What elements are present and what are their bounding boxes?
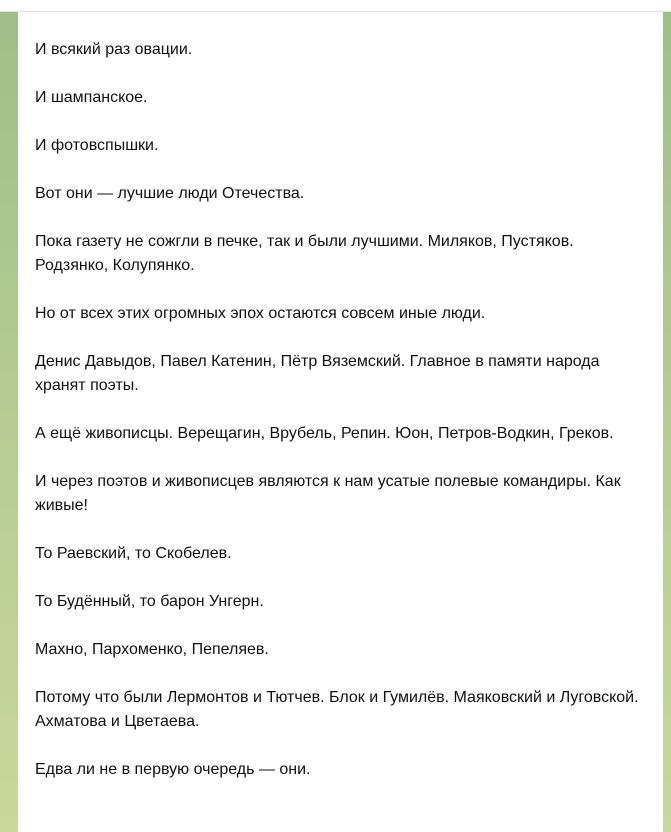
paragraph: Но от всех этих огромных эпох остаются совсем иные люди. <box>35 305 486 322</box>
paragraph: Денис Давыдов, Павел Катенин, Пётр Вяземский. Главное в памяти народа хранят поэты. <box>35 353 600 394</box>
paragraph: Вот они — лучшие люди Отечества. <box>35 185 305 202</box>
paragraph: Пока газету не сожгли в печке, так и были лучшими. Миляков, Пустяков. Родзянко, Колупянко. <box>35 233 574 274</box>
message-bubble <box>18 12 663 832</box>
message-text <box>35 38 650 806</box>
paragraph: То Раевский, то Скобелев. <box>35 545 232 562</box>
paragraph: И через поэтов и живописцев являются к нам усатые полевые командиры. Как живые! <box>35 473 621 514</box>
paragraph: Потому что были Лермонтов и Тютчев. Блок и Гумилёв. Маяковский и Луговской. Ахматова и Цветаева. <box>35 689 639 730</box>
chat-header-edge <box>0 0 671 12</box>
paragraph: То Будённый, то барон Унгерн. <box>35 593 264 610</box>
paragraph: И фотовспышки. <box>35 137 159 154</box>
paragraph: И всякий раз овации. <box>35 41 193 58</box>
paragraph: И шампанское. <box>35 89 148 106</box>
paragraph: Махно, Пархоменко, Пепеляев. <box>35 641 269 658</box>
paragraph: А ещё живописцы. Верещагин, Врубель, Репин. Юон, Петров-Водкин, Греков. <box>35 425 614 442</box>
paragraph: Едва ли не в первую очередь — они. <box>35 761 311 778</box>
